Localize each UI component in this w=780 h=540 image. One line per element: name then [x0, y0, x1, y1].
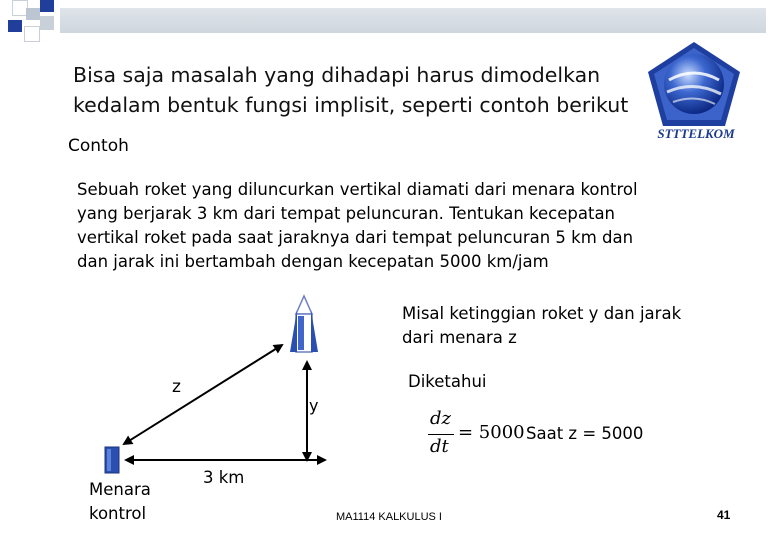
formula-denominator: dt — [430, 436, 449, 457]
label-y: y — [309, 396, 319, 415]
assumption-text — [402, 302, 722, 350]
problem-line: dan jarak ini bertambah dengan kecepatan 5000 km/jam — [77, 252, 549, 271]
page-number: 41 — [717, 508, 731, 522]
rocket-icon — [290, 296, 318, 352]
tower-label-line-1: Menara — [89, 480, 151, 499]
problem-line: Sebuah roket yang diluncurkan vertikal diamati dari menara kontrol — [77, 180, 638, 199]
logo-text: STTTELKOM — [657, 126, 735, 141]
fraction-bar — [428, 434, 454, 435]
label-distance: 3 km — [203, 468, 245, 487]
distance-z-arrow — [124, 345, 282, 444]
tower-label-line-2: kontrol — [89, 504, 147, 523]
rate-formula — [424, 408, 534, 468]
assumption-line: Misal ketinggian roket y dan jarak — [402, 304, 682, 323]
problem-line: vertikal roket pada saat jaraknya dari tempat peluncuran 5 km dan — [77, 228, 634, 247]
when-condition: Saat z = 5000 — [526, 424, 644, 443]
label-z: z — [172, 377, 181, 397]
formula-numerator: dz — [430, 408, 452, 429]
assumption-line: dari menara z — [402, 328, 517, 347]
given-label: Diketahui — [408, 372, 487, 391]
title-line-2: kedalam bentuk fungsi implisit, seperti contoh berikut — [73, 93, 629, 117]
control-tower-icon — [105, 447, 119, 473]
tower-label — [89, 478, 151, 526]
title-line-1: Bisa saja masalah yang dihadapi harus dimodelkan — [73, 63, 601, 87]
example-heading: Contoh — [68, 136, 129, 156]
formula-rhs: = 5000 — [458, 422, 525, 443]
problem-line: yang berjarak 3 km dari tempat peluncuran. Tentukan kecepatan — [77, 204, 616, 223]
footer-course: MA1114 KALKULUS I — [336, 511, 442, 523]
